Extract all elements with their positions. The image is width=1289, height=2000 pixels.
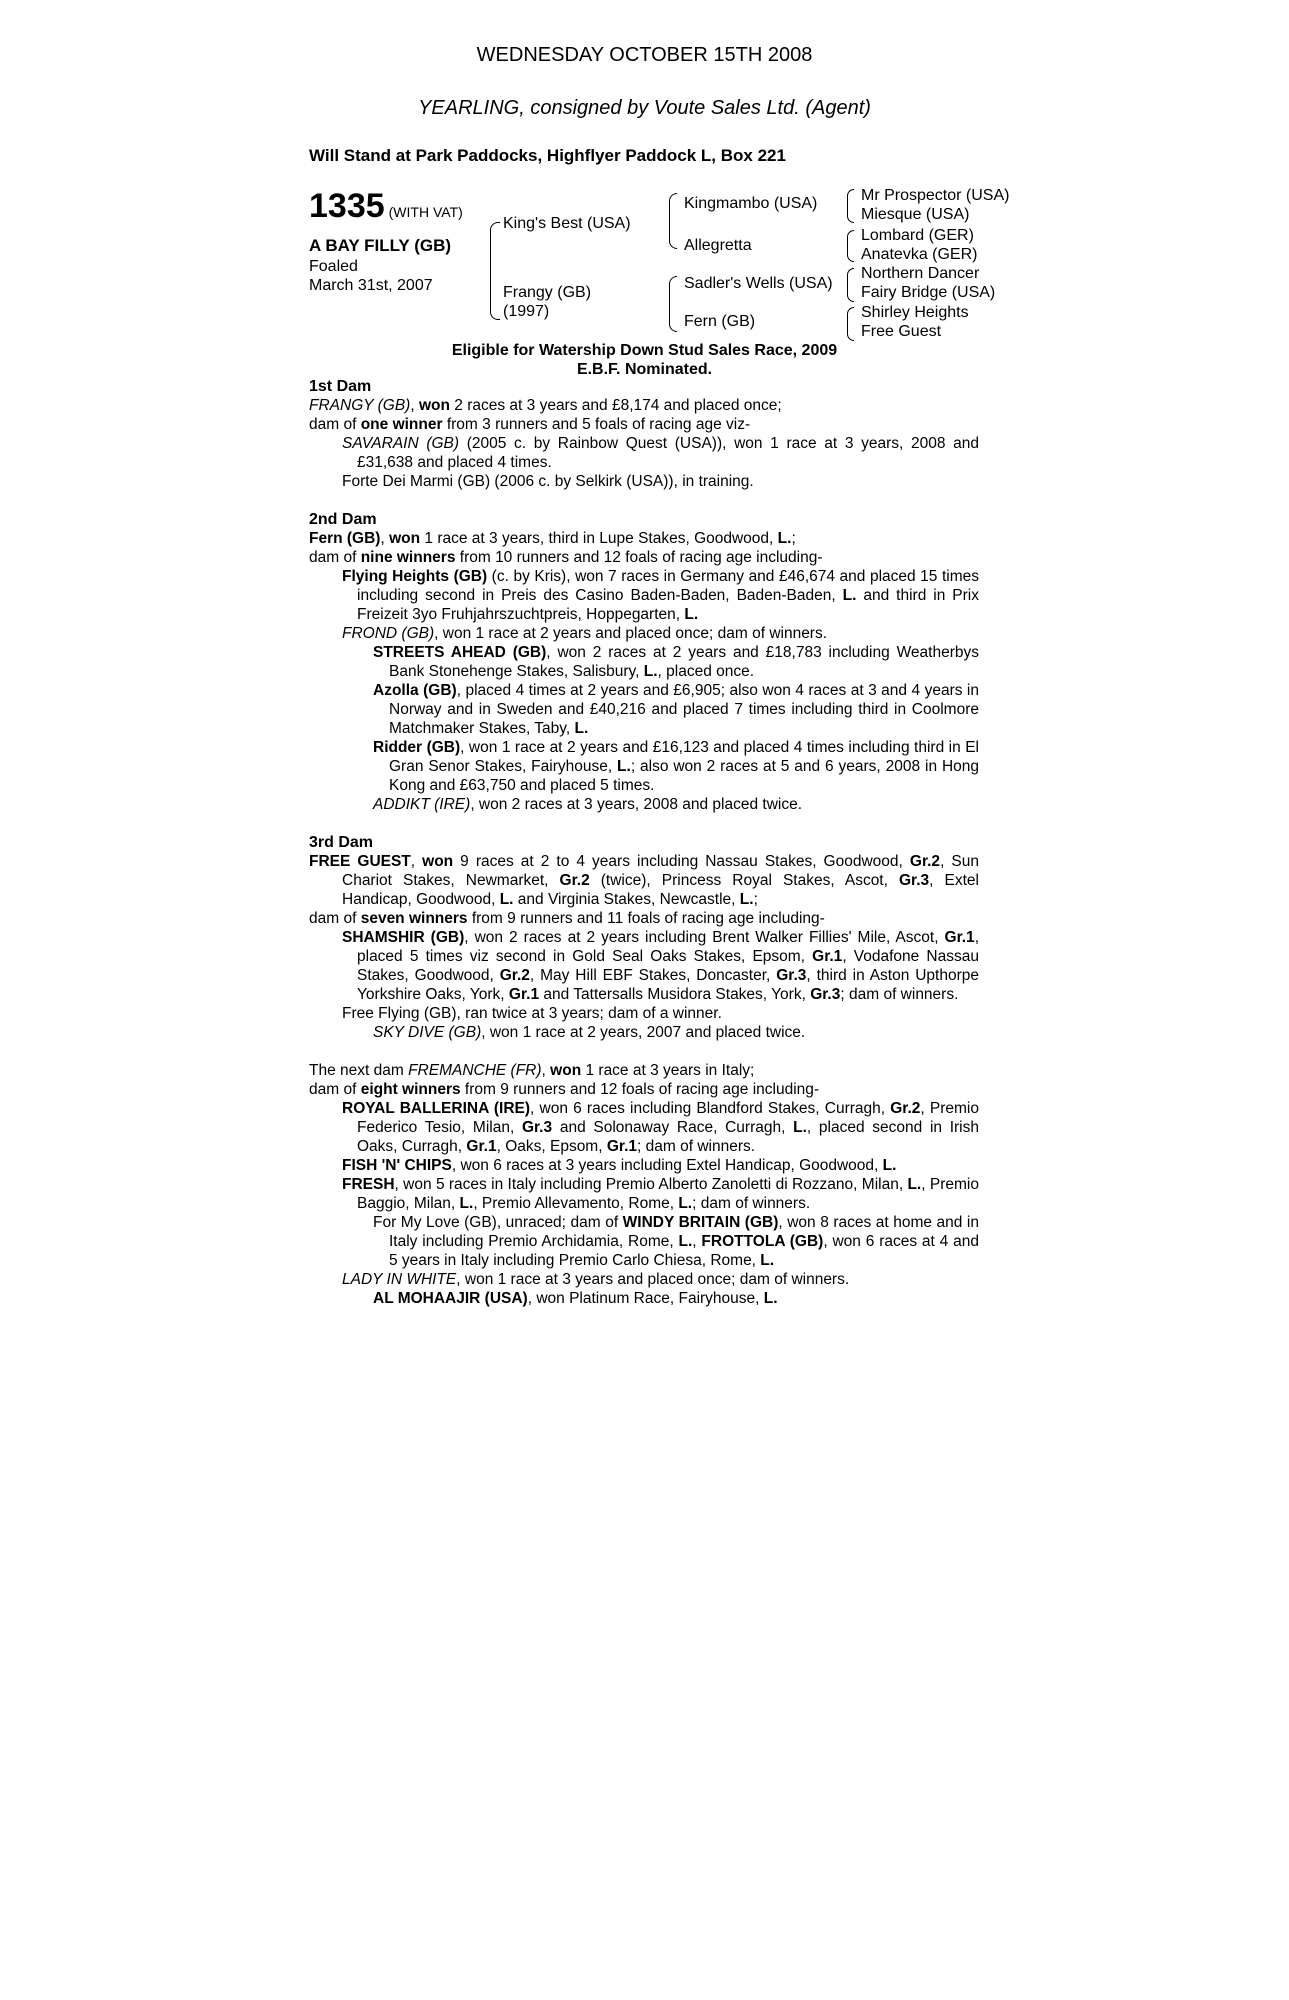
list-item: Free Flying (GB), ran twice at 3 years; dam of a winner. (342, 1005, 722, 1022)
pedigree-g6: Fairy Bridge (USA) (861, 284, 996, 301)
pedigree-bracket-dam (669, 276, 677, 332)
lot-number: 1335 (309, 187, 385, 225)
pedigree-bracket-main (490, 222, 500, 320)
pedigree-dam-sire: Sadler's Wells (USA) (684, 275, 833, 292)
first-dam-produce: dam of one winner from 3 runners and 5 foals of racing age viz- (309, 416, 751, 433)
list-item: ROYAL BALLERINA (IRE), won 6 races including Blandford Stakes, Curragh, Gr.2, Premio Federico Tesio, Milan, Gr.3 and Solonaway Race, Curragh, L., placed second in Irish Oaks, Curragh, Gr.1, Oaks, Epsom, Gr.1; dam of winners. (342, 1100, 980, 1155)
pedigree-sire-dam: Allegretta (684, 237, 752, 254)
pedigree-bracket-g78 (847, 307, 854, 341)
first-dam-heading: 1st Dam (309, 378, 372, 395)
pedigree-g7: Shirley Heights (861, 304, 969, 321)
lot-description: A BAY FILLY (GB) (309, 236, 452, 255)
list-item: FISH 'N' CHIPS, won 6 races at 3 years including Extel Handicap, Goodwood, L. (342, 1157, 897, 1174)
list-item: SHAMSHIR (GB), won 2 races at 2 years including Brent Walker Fillies' Mile, Ascot, Gr.1, placed 5 times viz second in Gold Seal Oaks Stakes, Epsom, Gr.1, Vodafone Nassau Stakes, Goodwood, Gr.2, May Hill EBF Stakes, Doncaster, Gr.3, third in Aston Upthorpe Yorkshire Oaks, York, Gr.1 and Tattersalls Musidora Stakes, York, Gr.3; dam of winners. (342, 929, 979, 1003)
pedigree-g2: Miesque (USA) (861, 206, 970, 223)
third-dam-line: FREE GUEST, won 9 races at 2 to 4 years including Nassau Stakes, Goodwood, Gr.2, Sun Chariot Stakes, Newmarket, Gr.2 (twice), Princess Royal Stakes, Ascot, Gr.3, Extel Handicap, Goodwood, L. and Virginia Stakes, Newcastle, L.; (309, 853, 979, 908)
foaled-info (309, 257, 459, 295)
pedigree-g8: Free Guest (861, 323, 942, 340)
list-item: Flying Heights (GB) (c. by Kris), won 7 races in Germany and £46,674 and placed 15 times including second in Preis des Casino Baden-Baden, Baden-Baden, L. and third in Prix Freizeit 3yo Fruhjahrszuchtpreis, Hoppegarten, L. (342, 568, 979, 623)
first-dam-line: FRANGY (GB), won 2 races at 3 years and £8,174 and placed once; (309, 397, 782, 414)
lot-number-block (309, 187, 463, 226)
ebf-nominated: E.B.F. Nominated. (576, 361, 713, 378)
vat-note: (WITH VAT) (388, 204, 463, 220)
consignment-line: YEARLING, consigned by Voute Sales Ltd. (Agent) (418, 97, 871, 119)
pedigree-dam: Frangy (GB) (503, 284, 592, 301)
list-item: AL MOHAAJIR (USA), won Platinum Race, Fairyhouse, L. (373, 1290, 778, 1307)
second-dam-produce: dam of nine winners from 10 runners and 12 foals of racing age including- (309, 549, 823, 566)
second-dam-line: Fern (GB), won 1 race at 3 years, third in Lupe Stakes, Goodwood, L.; (309, 530, 796, 547)
pedigree-g1: Mr Prospector (USA) (861, 187, 1010, 204)
pedigree-bracket-g12 (847, 189, 854, 223)
eligibility-block (0, 341, 1289, 379)
pedigree-bracket-sire (669, 193, 677, 249)
third-dam-heading: 3rd Dam (309, 834, 374, 851)
second-dam-heading: 2nd Dam (309, 511, 377, 528)
eligibility-sales-race: Eligible for Watership Down Stud Sales Race, 2009 (451, 342, 838, 359)
pedigree-g3: Lombard (GER) (861, 227, 974, 244)
third-dam-produce: dam of seven winners from 9 runners and 11 foals of racing age including- (309, 910, 825, 927)
pedigree-sire: King's Best (USA) (503, 215, 631, 232)
list-item: FRESH, won 5 races in Italy including Premio Alberto Zanoletti di Rozzano, Milan, L., Premio Baggio, Milan, L., Premio Allevamento, Rome, L.; dam of winners. (342, 1176, 979, 1212)
foaled-label: Foaled (309, 258, 358, 275)
next-dam-line: The next dam FREMANCHE (FR), won 1 race at 3 years in Italy; (309, 1062, 755, 1079)
list-item: LADY IN WHITE, won 1 race at 3 years and placed once; dam of winners. (342, 1271, 850, 1288)
pedigree-dam-year: (1997) (503, 303, 550, 320)
list-item: Azolla (GB), placed 4 times at 2 years and £6,905; also won 4 races at 3 and 4 years in Norway and in Sweden and £40,216 and placed 7 times including third in Coolmore Matchmaker Stakes, Taby, L. (373, 682, 980, 737)
pedigree-g5: Northern Dancer (861, 265, 980, 282)
pedigree-bracket-g34 (847, 230, 854, 262)
list-item: For My Love (GB), unraced; dam of WINDY BRITAIN (GB), won 8 races at home and in Italy including Premio Archidamia, Rome, L., FROTTOLA (GB), won 6 races at 4 and 5 years in Italy including Premio Carlo Chiesa, Rome, L. (373, 1214, 979, 1269)
list-item: SAVARAIN (GB) (2005 c. by Rainbow Quest (USA)), won 1 race at 3 years, 2008 and £31,638 and placed 4 times. (342, 435, 979, 471)
next-dam-produce: dam of eight winners from 9 runners and 12 foals of racing age including- (309, 1081, 820, 1098)
list-item: STREETS AHEAD (GB), won 2 races at 2 years and £18,783 including Weatherbys Bank Stonehenge Stakes, Salisbury, L., placed once. (373, 644, 979, 680)
list-item: FROND (GB), won 1 race at 2 years and placed once; dam of winners. (342, 625, 828, 642)
pedigree-g4: Anatevka (GER) (861, 246, 978, 263)
pedigree-dam-dam: Fern (GB) (684, 313, 756, 330)
list-item: SKY DIVE (GB), won 1 race at 2 years, 2007 and placed twice. (373, 1024, 806, 1041)
foaled-date: March 31st, 2007 (309, 277, 433, 294)
catalogue-body (309, 377, 979, 1308)
sale-date: WEDNESDAY OCTOBER 15TH 2008 (476, 44, 813, 66)
list-item: ADDIKT (IRE), won 2 races at 3 years, 2008 and placed twice. (373, 796, 803, 813)
pedigree-bracket-g56 (847, 268, 854, 302)
pedigree-sire-sire: Kingmambo (USA) (684, 195, 818, 212)
list-item: Forte Dei Marmi (GB) (2006 c. by Selkirk (USA)), in training. (342, 473, 754, 490)
list-item: Ridder (GB), won 1 race at 2 years and £16,123 and placed 4 times including third in El Gran Senor Stakes, Fairyhouse, L.; also won 2 races at 5 and 6 years, 2008 in Hong Kong and £63,750 and placed 5 times. (373, 739, 980, 794)
stand-location: Will Stand at Park Paddocks, Highflyer Paddock L, Box 221 (309, 146, 786, 165)
